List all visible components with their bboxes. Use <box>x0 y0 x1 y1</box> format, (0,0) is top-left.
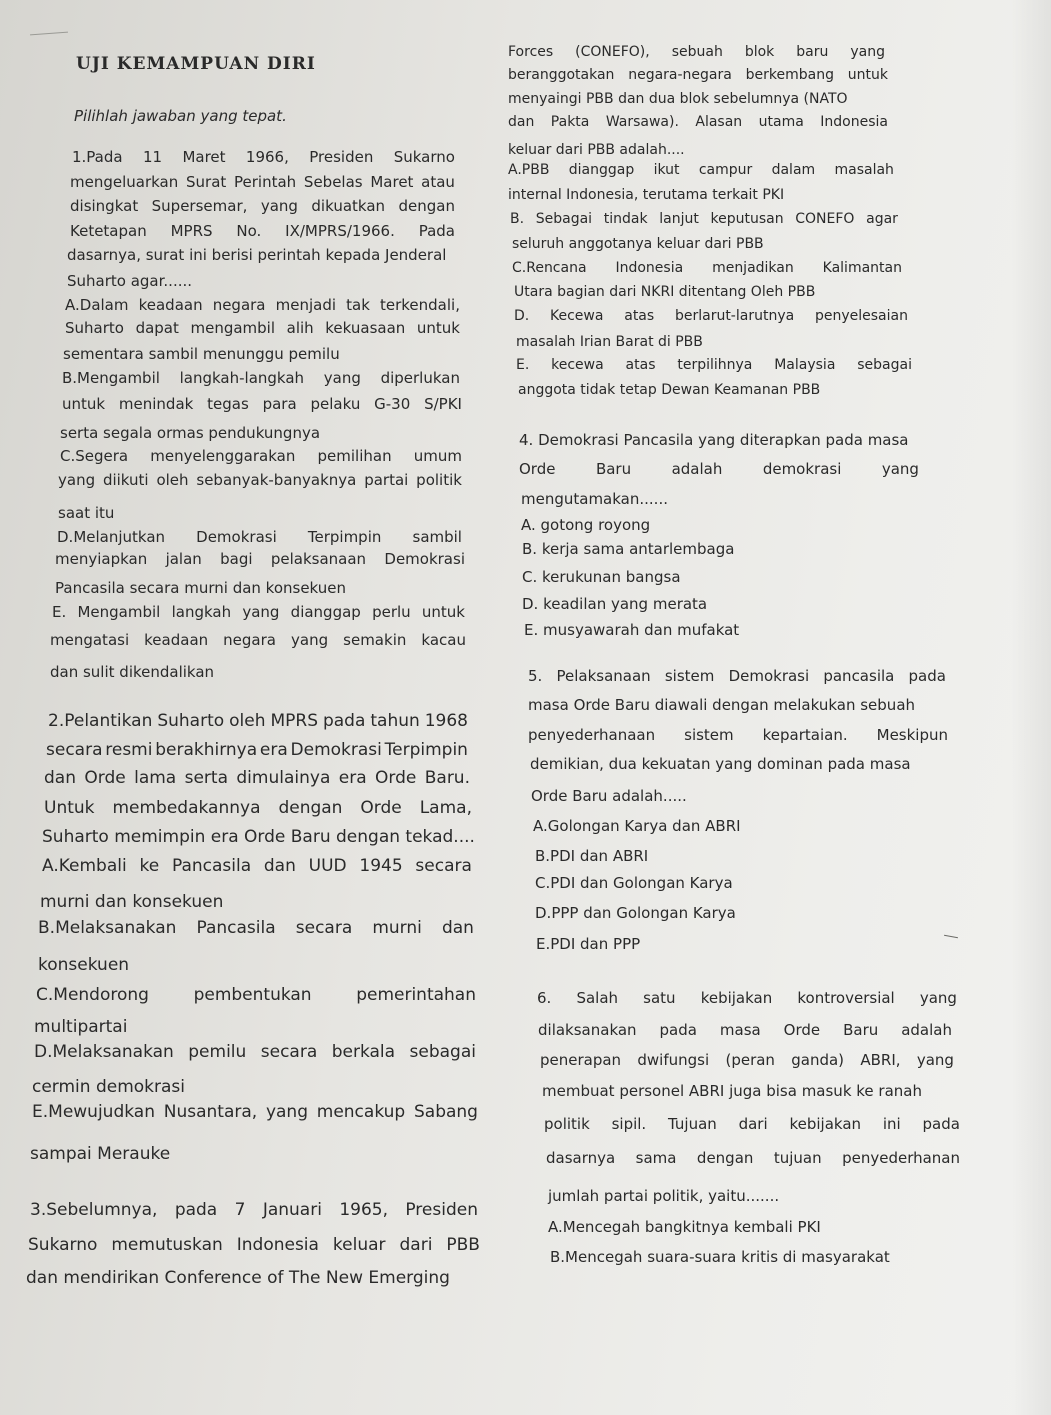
left-text-line: 2.Pelantikan Suharto oleh MPRS pada tahun 1968 <box>48 711 468 731</box>
left-text-line: E.Mewujudkan Nusantara, yang mencakup Sabang <box>32 1102 478 1122</box>
right-text-line: internal Indonesia, terutama terkait PKI <box>508 187 785 203</box>
right-text-line: C.Rencana Indonesia menjadikan Kalimantan <box>512 260 902 276</box>
right-text-line: seluruh anggotanya keluar dari PBB <box>512 236 764 252</box>
left-text-line: Untuk membedakannya dengan Orde Lama, <box>44 798 472 818</box>
right-text-line: B.Mencegah suara-suara kritis di masyarakat <box>550 1248 890 1266</box>
left-text-line: yang diikuti oleh sebanyak-banyaknya partai politik <box>58 471 462 489</box>
left-text-line: E. Mengambil langkah yang dianggap perlu untuk <box>52 603 465 621</box>
right-text-line: 5. Pelaksanaan sistem Demokrasi pancasila pada <box>528 667 946 685</box>
right-text-line: penyederhanaan sistem kepartaian. Meskipun <box>528 726 948 744</box>
left-text-line: serta segala ormas pendukungnya <box>60 424 321 442</box>
right-text-line: Orde Baru adalah..... <box>531 787 687 805</box>
left-text-line: Sukarno memutuskan Indonesia keluar dari PBB <box>28 1235 480 1255</box>
right-text-line: Orde Baru adalah demokrasi yang <box>519 460 919 478</box>
left-text-line: D.Melanjutkan Demokrasi Terpimpin sambil <box>57 528 462 546</box>
right-text-line: dan Pakta Warsawa). Alasan utama Indonesia <box>508 114 888 130</box>
left-text-line: disingkat Supersemar, yang dikuatkan dengan <box>70 197 455 215</box>
left-text-line: B.Melaksanakan Pancasila secara murni dan <box>38 918 474 938</box>
left-text-line: A.Dalam keadaan negara menjadi tak terkendali, <box>65 296 460 314</box>
left-text-line: 3.Sebelumnya, pada 7 Januari 1965, Presiden <box>30 1200 478 1220</box>
right-text-line: beranggotakan negara-negara berkembang untuk <box>508 67 888 83</box>
right-text-line: demikian, dua kekuatan yang dominan pada masa <box>530 755 911 773</box>
page-edge-shadow <box>1011 0 1051 1415</box>
left-text-line: cermin demokrasi <box>32 1077 185 1097</box>
right-text-line: politik sipil. Tujuan dari kebijakan ini pada <box>544 1115 960 1133</box>
left-text-line: saat itu <box>58 504 115 522</box>
right-text-line: keluar dari PBB adalah.... <box>508 142 685 158</box>
right-text-line: dasarnya sama dengan tujuan penyederhanan <box>546 1149 960 1167</box>
left-text-line: mengeluarkan Surat Perintah Sebelas Maret atau <box>70 173 455 191</box>
left-text-line: dan mendirikan Conference of The New Emerging <box>26 1268 450 1288</box>
right-text-line: C. kerukunan bangsa <box>522 568 681 586</box>
left-text-line: sementara sambil menunggu pemilu <box>63 345 340 363</box>
right-text-line: 4. Demokrasi Pancasila yang diterapkan pada masa <box>519 431 909 449</box>
instruction-text: Pilihlah jawaban yang tepat. <box>74 107 287 125</box>
right-text-line: E. musyawarah dan mufakat <box>524 621 740 639</box>
right-text-line: mengutamakan...... <box>521 490 668 508</box>
page-title: UJI KEMAMPUAN DIRI <box>76 54 316 74</box>
left-text-line: dasarnya, surat ini berisi perintah kepada Jenderal <box>67 246 447 264</box>
right-text-line: A.PBB dianggap ikut campur dalam masalah <box>508 162 894 178</box>
right-text-line: D. Kecewa atas berlarut-larutnya penyelesaian <box>514 308 908 324</box>
right-text-line: D. keadilan yang merata <box>522 595 708 613</box>
right-text-line: membuat personel ABRI juga bisa masuk ke ranah <box>542 1082 922 1100</box>
left-text-line: multipartai <box>34 1017 128 1037</box>
right-text-line: masa Orde Baru diawali dengan melakukan sebuah <box>528 696 916 714</box>
left-text-line: Suharto dapat mengambil alih kekuasaan untuk <box>65 319 460 337</box>
right-text-line: anggota tidak tetap Dewan Keamanan PBB <box>518 382 821 398</box>
left-text-line: menyiapkan jalan bagi pelaksanaan Demokrasi <box>55 550 465 568</box>
right-text-line: B. kerja sama antarlembaga <box>522 540 735 558</box>
right-text-line: Forces (CONEFO), sebuah blok baru yang <box>508 44 885 60</box>
left-text-line: mengatasi keadaan negara yang semakin kacau <box>50 631 466 649</box>
left-text-line: konsekuen <box>38 955 130 975</box>
right-text-line: dilaksanakan pada masa Orde Baru adalah <box>538 1021 952 1039</box>
right-text-line: Utara bagian dari NKRI ditentang Oleh PBB <box>514 284 816 300</box>
right-text-line: menyaingi PBB dan dua blok sebelumnya (NATO <box>508 91 848 107</box>
right-text-line: E.PDI dan PPP <box>536 935 641 953</box>
left-text-line: D.Melaksanakan pemilu secara berkala sebagai <box>34 1042 476 1062</box>
left-text-line: dan sulit dikendalikan <box>50 663 215 681</box>
left-text-line: A.Kembali ke Pancasila dan UUD 1945 secara <box>42 856 472 876</box>
right-text-line: penerapan dwifungsi (peran ganda) ABRI, yang <box>540 1051 954 1069</box>
right-text-line: C.PDI dan Golongan Karya <box>535 874 733 892</box>
right-text-line: 6. Salah satu kebijakan kontroversial yang <box>537 989 957 1007</box>
left-text-line: Ketetapan MPRS No. IX/MPRS/1966. Pada <box>70 222 455 240</box>
left-text-line: 1.Pada 11 Maret 1966, Presiden Sukarno <box>72 148 455 166</box>
left-text-line: dan Orde lama serta dimulainya era Orde Baru. <box>44 768 470 788</box>
right-text-line: B. Sebagai tindak lanjut keputusan CONEFO agar <box>510 211 898 227</box>
left-text-line: murni dan konsekuen <box>40 892 224 912</box>
left-text-line: C.Segera menyelenggarakan pemilihan umum <box>60 447 462 465</box>
left-text-line: Suharto agar...... <box>67 272 193 290</box>
right-text-line: A.Golongan Karya dan ABRI <box>533 817 741 835</box>
right-text-line: jumlah partai politik, yaitu....... <box>548 1187 780 1205</box>
left-text-line: sampai Merauke <box>30 1144 171 1164</box>
right-text-line: D.PPP dan Golongan Karya <box>535 904 736 922</box>
right-text-line: A. gotong royong <box>521 516 651 534</box>
left-text-line: secara resmi berakhirnya era Demokrasi Terpimpin <box>46 740 468 760</box>
right-text-line: A.Mencegah bangkitnya kembali PKI <box>548 1218 821 1236</box>
right-text-line: B.PDI dan ABRI <box>535 847 649 865</box>
left-text-line: B.Mengambil langkah-langkah yang diperlukan <box>62 369 460 387</box>
left-text-line: Pancasila secara murni dan konsekuen <box>55 579 347 597</box>
left-text-line: Suharto memimpin era Orde Baru dengan tekad.... <box>42 827 475 847</box>
left-text-line: C.Mendorong pembentukan pemerintahan <box>36 985 476 1005</box>
right-text-line: E. kecewa atas terpilihnya Malaysia sebagai <box>516 357 912 373</box>
right-text-line: masalah Irian Barat di PBB <box>516 334 703 350</box>
left-text-line: untuk menindak tegas para pelaku G-30 S/PKI <box>62 395 462 413</box>
